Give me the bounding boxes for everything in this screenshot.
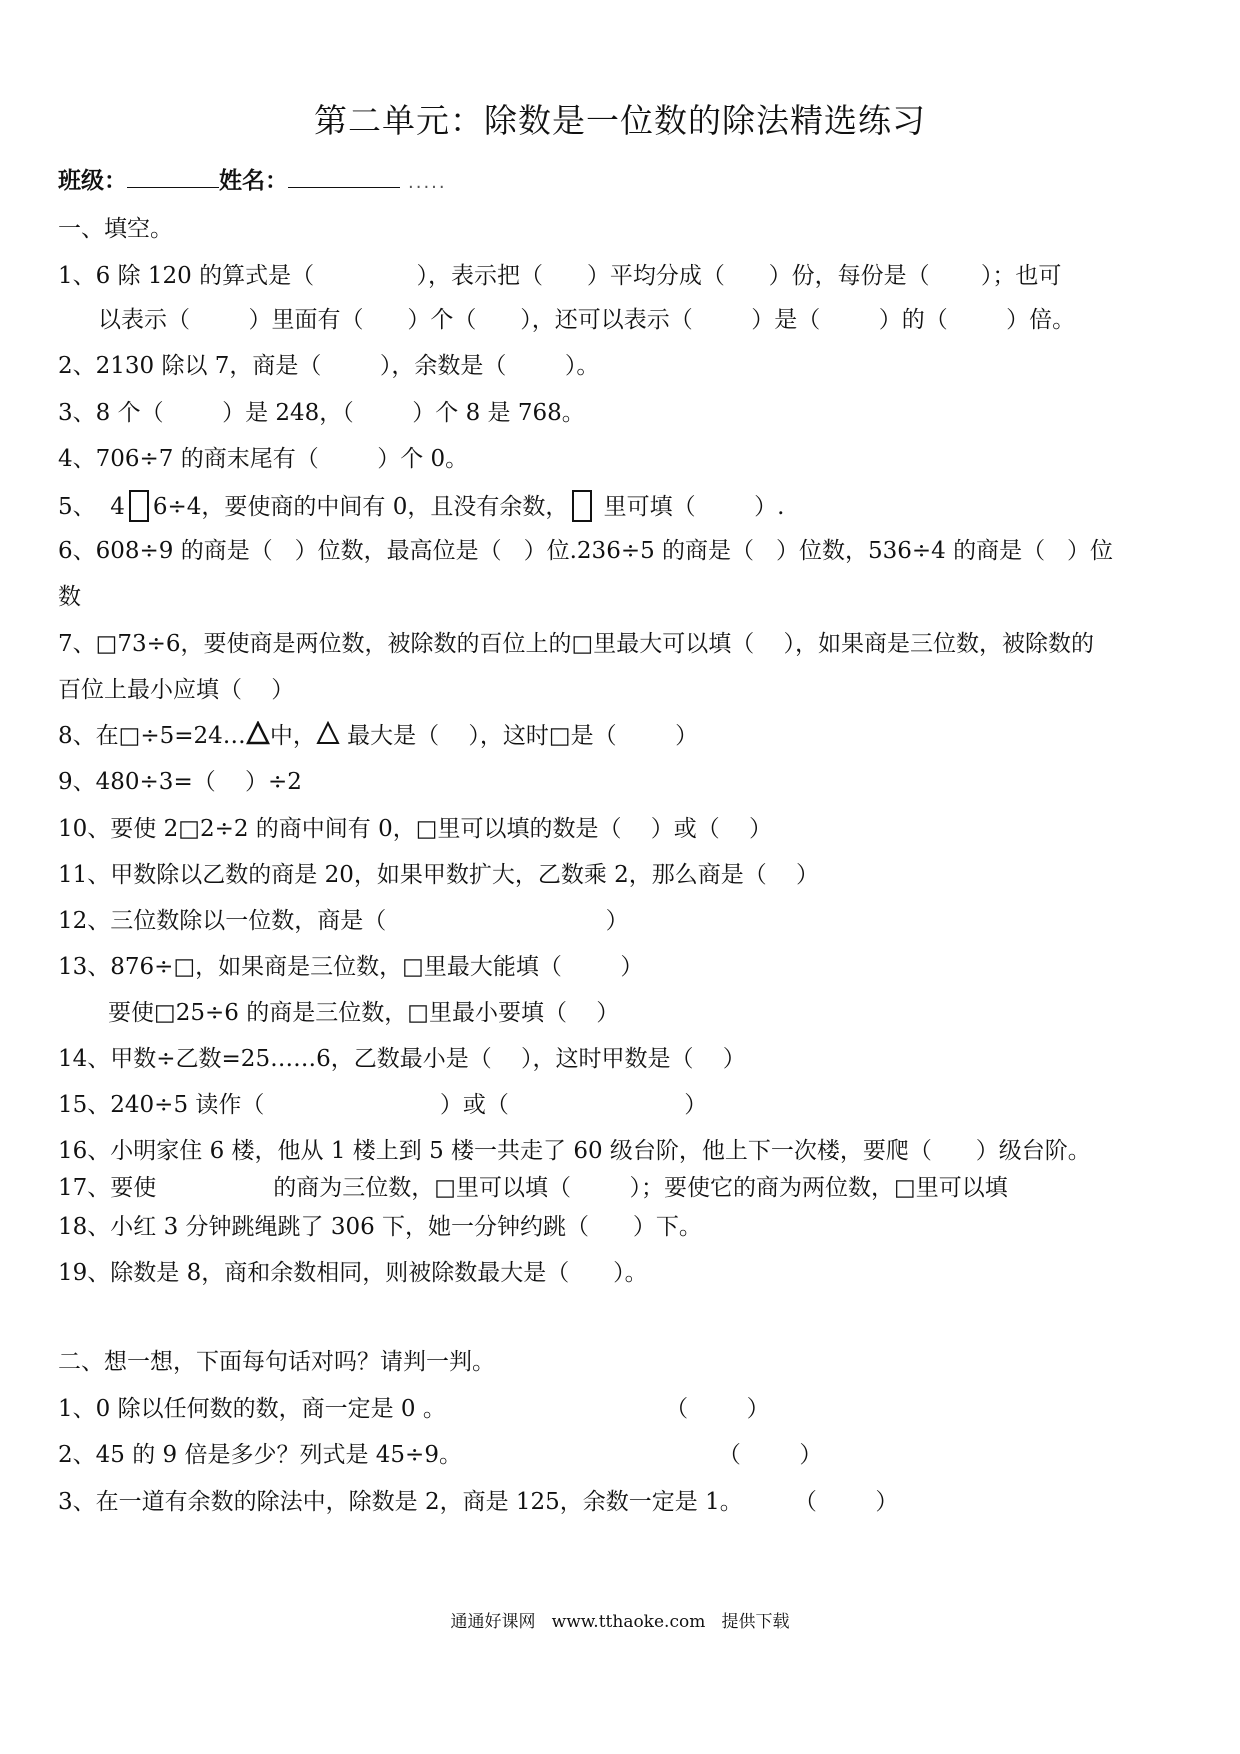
question-5 [58,490,785,522]
page-title: 第二单元：除数是一位数的除法精选练习 [314,101,926,140]
name-label: 姓名： [219,168,288,194]
footer-download-note: 通通好课网 www.tthaoke.com 提供下载 [450,1612,790,1632]
question-6-line-2: 数 [58,584,81,610]
judge-1: 1、0 除以任何数的数，商一定是 0 。 （ ） [58,1396,770,1422]
question-8-part-3: 最大是（ ），这时□是（ ） [339,723,699,749]
question-13-line-2: 要使□25÷6 的商是三位数，□里最小要填（ ） [108,1000,620,1026]
trailing-dots: ..... [408,172,447,193]
question-8-part-1: 8、在□÷5=24… [58,723,246,749]
question-1-line-1: 1、6 除 120 的算式是（ ），表示把（ ）平均分成（ ）份，每份是（ ）；也可 [58,263,1062,289]
question-12: 12、三位数除以一位数，商是（ ） [58,908,629,934]
question-4: 4、706÷7 的商末尾有（ ）个 0。 [58,446,469,472]
question-2: 2、2130 除以 7，商是（ ），余数是（ ）。 [58,353,600,379]
question-17: 17、要使 的商为三位数，□里可以填（ ）；要使它的商为两位数，□里可以填 [58,1175,1008,1201]
question-15: 15、240÷5 读作（ ）或（ ） [58,1092,708,1118]
question-5-part-1: 5、 4 [58,494,125,520]
section-heading-judge: 二、想一想，下面每句话对吗？请判一判。 [58,1349,495,1375]
question-11: 11、甲数除以乙数的商是 20，如果甲数扩大，乙数乘 2，那么商是（ ） [58,862,820,888]
question-13-line-1: 13、876÷□，如果商是三位数，□里最大能填（ ） [58,954,644,980]
question-10: 10、要使 2□2÷2 的商中间有 0，□里可以填的数是（ ）或（ ） [58,816,772,842]
question-5-part-3: 里可填（ ）. [596,494,785,520]
digit-box [572,490,592,522]
judge-3: 3、在一道有余数的除法中，除数是 2，商是 125，余数一定是 1。 （ ） [58,1489,899,1515]
class-blank [127,165,219,188]
digit-box [129,490,149,522]
question-9: 9、480÷3=（ ）÷2 [58,769,302,795]
name-blank [288,165,400,188]
question-16: 16、小明家住 6 楼，他从 1 楼上到 5 楼一共走了 60 级台阶，他上下一次楼，要爬（ ）级台阶。 [58,1138,1091,1164]
question-5-part-2: 6÷4，要使商的中间有 0，且没有余数， [152,494,569,520]
judge-2: 2、45 的 9 倍是多少？列式是 45÷9。 （ ） [58,1442,823,1468]
question-1-line-2: 以表示（ ）里面有（ ）个（ ），还可以表示（ ）是（ ）的（ ）倍。 [98,307,1076,333]
triangle-icon [316,721,340,745]
question-14: 14、甲数÷乙数=25……6，乙数最小是（ ），这时甲数是（ ） [58,1046,746,1072]
question-7-line-1: 7、□73÷6，要使商是两位数，被除数的百位上的□里最大可以填（ ），如果商是三位数，被除数的 [58,631,1095,657]
question-19: 19、除数是 8，商和余数相同，则被除数最大是（ ）。 [58,1260,648,1286]
question-7-line-2: 百位上最小应填（ ） [58,677,295,703]
triangle-icon [246,721,270,745]
question-3: 3、8 个（ ）是 248，（ ）个 8 是 768。 [58,400,585,426]
question-18: 18、小红 3 分钟跳绳跳了 306 下，她一分钟约跳（ ）下。 [58,1214,702,1240]
class-label: 班级： [58,168,127,194]
class-name-line [58,165,447,198]
question-8 [58,721,698,751]
question-6-line-1: 6、608÷9 的商是（ ）位数，最高位是（ ）位.236÷5 的商是（ ）位数，536÷4 的商是（ ）位 [58,538,1114,564]
question-8-part-2: 中， [269,723,316,749]
section-heading-fill-blank: 一、填空。 [58,216,173,242]
